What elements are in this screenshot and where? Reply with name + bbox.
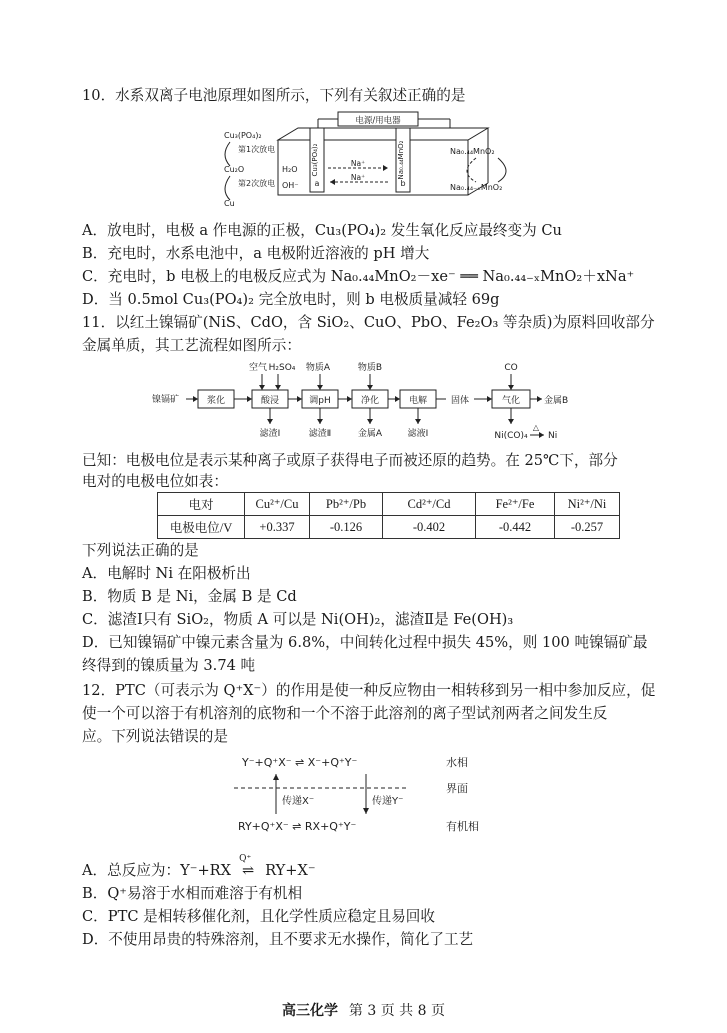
q11-prompt: 下列说法正确的是 — [82, 542, 199, 559]
q12-option-a-prefix: A．总反应为： — [82, 862, 181, 879]
svg-text:Cu₂O: Cu₂O — [224, 165, 245, 174]
potential-table — [157, 492, 620, 539]
q12-stem-line3: 应。下列说法错误的是 — [82, 728, 228, 745]
q12-stem-line1: 12．PTC（可表示为 Q⁺X⁻）的作用是使一种反应物由一相转移到另一相中参加反应，促 — [82, 682, 656, 699]
svg-text:物质A: 物质A — [305, 363, 331, 373]
flow-solid: 固体 — [450, 396, 470, 406]
q11-stem-line1: 11．以红土镍镉矿(NiS、CdO，含 SiO₂、CuO、PbO、Fe₂O₃ 等杂质)为原料回收部分 — [82, 314, 655, 331]
table-row — [158, 516, 620, 539]
svg-text:滤液Ⅰ: 滤液Ⅰ — [407, 429, 429, 439]
q12-stem-line2: 使一个可以溶于有机溶剂的底物和一个不溶于此溶剂的离子型试剂两者之间发生反 — [82, 705, 608, 722]
svg-text:物质B: 物质B — [357, 363, 383, 373]
svg-text:Na₀.₄₄MnO₂: Na₀.₄₄MnO₂ — [397, 140, 405, 180]
table-header-row — [158, 493, 620, 516]
q12-option-a — [82, 854, 316, 881]
table-cell: -0.442 — [476, 516, 555, 539]
table-cell: +0.337 — [245, 516, 310, 539]
table-cell: -0.402 — [383, 516, 476, 539]
q10-battery-figure — [218, 110, 518, 224]
table-header-cell: 电对 — [158, 493, 245, 516]
svg-text:OH⁻: OH⁻ — [282, 181, 299, 190]
q11-known-line2: 电对的电极电位如表： — [82, 473, 228, 490]
q11-flowchart — [150, 358, 590, 450]
flow-box-4: 净化 — [360, 396, 380, 406]
phase-water: 水相 — [446, 756, 468, 769]
q10-option-d: D．当 0.5mol Cu₃(PO₄)₂ 完全放电时，则 b 电极质量减轻 69g — [82, 291, 500, 308]
flow-diagram — [150, 358, 590, 446]
table-cell: -0.126 — [310, 516, 383, 539]
svg-text:Na₀.₄₄₋ₓMnO₂: Na₀.₄₄₋ₓMnO₂ — [450, 183, 503, 192]
power-supply-label: 电源/用电器 — [355, 116, 401, 126]
flow-box-6: 气化 — [501, 396, 521, 406]
q11-option-a: A．电解时 Ni 在阳极析出 — [82, 565, 251, 582]
q12-option-c: C．PTC 是相转移催化剂，且化学性质应稳定且易回收 — [82, 908, 435, 925]
svg-text:△: △ — [532, 423, 540, 432]
page-footer — [0, 1000, 727, 1020]
svg-text:Cu₃(PO₄)₂: Cu₃(PO₄)₂ — [311, 143, 319, 177]
pass-x-label: 传递X⁻ — [282, 796, 315, 807]
ptc-diagram — [232, 750, 512, 838]
svg-text:第1次放电: 第1次放电 — [238, 145, 276, 154]
catalyst-arrow: Q⁺ ⇌ — [231, 861, 265, 881]
table-header-cell: Cu²⁺/Cu — [245, 493, 310, 516]
q12-option-a-left: Y⁻+RX — [180, 862, 232, 879]
phase-interface: 界面 — [446, 782, 468, 795]
q12-option-d: D．不使用昂贵的特殊溶剂，且不要求无水操作，简化了工艺 — [82, 931, 474, 948]
table-cell: 电极电位/V — [158, 516, 245, 539]
svg-text:H₂O: H₂O — [282, 165, 298, 174]
q11-option-d-cont: 终得到的镍质量为 3.74 吨 — [82, 657, 256, 674]
flow-box-5: 电解 — [408, 396, 428, 406]
q12-ptc-figure — [232, 750, 512, 842]
svg-text:H₂SO₄: H₂SO₄ — [268, 363, 296, 373]
svg-text:CO: CO — [504, 363, 518, 373]
svg-text:Cu: Cu — [224, 199, 235, 208]
q10-option-a: A．放电时，电极 a 作电源的正极，Cu₃(PO₄)₂ 发生氧化反应最终变为 Cu — [82, 222, 562, 239]
svg-text:金属A: 金属A — [357, 429, 383, 439]
table-cell: -0.257 — [555, 516, 620, 539]
svg-text:Ni: Ni — [548, 431, 558, 441]
q11-stem-line2: 金属单质，其工艺流程如图所示： — [82, 337, 301, 354]
catalyst-label: Q⁺ — [239, 854, 252, 864]
table-header-cell: Fe²⁺/Fe — [476, 493, 555, 516]
q11-option-b: B．物质 B 是 Ni，金属 B 是 Cd — [82, 588, 297, 605]
svg-text:Ni(CO)₄: Ni(CO)₄ — [494, 431, 528, 441]
ptc-eq-bottom: RY+Q⁺X⁻ ⇌ RX+Q⁺Y⁻ — [238, 820, 357, 833]
flow-box-2: 酸浸 — [260, 396, 280, 406]
flow-box-3: 调pH — [309, 396, 331, 406]
svg-text:b: b — [400, 179, 406, 188]
svg-text:第2次放电: 第2次放电 — [238, 179, 276, 188]
ptc-eq-top: Y⁻+Q⁺X⁻ ⇌ X⁻+Q⁺Y⁻ — [242, 756, 358, 769]
q10-option-c: C．充电时，b 电极上的电极反应式为 Na₀.₄₄MnO₂－xe⁻ ══ Na₀.₄₄₋ₓMnO₂＋xNa⁺ — [82, 268, 635, 285]
svg-text:滤渣Ⅱ: 滤渣Ⅱ — [308, 429, 332, 439]
phase-organic: 有机相 — [446, 820, 479, 833]
battery-diagram — [218, 110, 518, 220]
flow-output-metal-b: 金属B — [544, 396, 569, 406]
table-header-cell: Ni²⁺/Ni — [555, 493, 620, 516]
flow-box-1: 浆化 — [206, 396, 226, 406]
table-header-cell: Cd²⁺/Cd — [383, 493, 476, 516]
q12-option-b: B．Q⁺易溶于水相而难溶于有机相 — [82, 885, 303, 902]
svg-text:Na⁺: Na⁺ — [350, 159, 366, 168]
svg-text:a: a — [314, 179, 320, 188]
svg-text:Na⁺: Na⁺ — [350, 173, 366, 182]
svg-text:空气: 空气 — [248, 363, 268, 373]
svg-text:Na₀.₄₄MnO₂: Na₀.₄₄MnO₂ — [450, 147, 495, 156]
q11-option-c: C．滤渣Ⅰ只有 SiO₂，物质 A 可以是 Ni(OH)₂，滤渣Ⅱ是 Fe(OH)₃ — [82, 611, 514, 628]
q11-option-d: D．已知镍镉矿中镍元素含量为 6.8%，中间转化过程中损失 45%，则 100 吨镍镉矿最 — [82, 634, 648, 651]
footer-page: 第 3 页 共 8 页 — [348, 1003, 445, 1019]
q10-option-b: B．充电时，水系电池中，a 电极附近溶液的 pH 增大 — [82, 245, 430, 262]
svg-text:Cu₃(PO₄)₂: Cu₃(PO₄)₂ — [224, 131, 262, 140]
q11-known-line1: 已知：电极电位是表示某种离子或原子获得电子而被还原的趋势。在 25℃下，部分 — [82, 452, 618, 469]
footer-subject: 高三化学 — [282, 1003, 339, 1019]
table-header-cell: Pb²⁺/Pb — [310, 493, 383, 516]
q12-option-a-right: RY+X⁻ — [265, 862, 316, 879]
svg-text:滤渣Ⅰ: 滤渣Ⅰ — [259, 429, 281, 439]
pass-y-label: 传递Y⁻ — [372, 796, 404, 807]
q10-stem: 10．水系双离子电池原理如图所示，下列有关叙述正确的是 — [82, 87, 466, 104]
flow-input: 镍镉矿 — [152, 395, 180, 405]
